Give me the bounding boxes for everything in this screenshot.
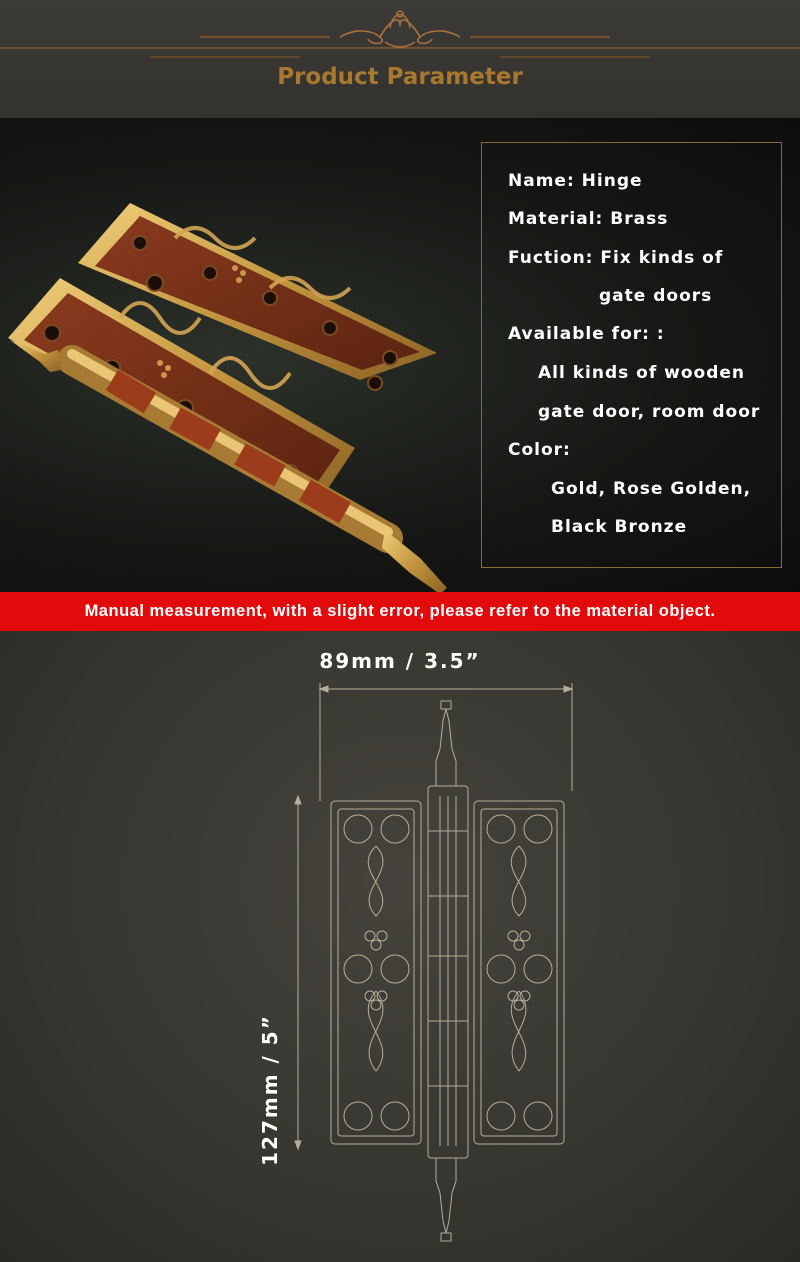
spec-available-line2: gate door, room door bbox=[538, 402, 761, 422]
spec-panel bbox=[481, 142, 782, 568]
spec-color-line1: Gold, Rose Golden, bbox=[551, 479, 752, 499]
width-dimension-label: 89mm / 3.5” bbox=[319, 649, 481, 673]
spec-function-cont: gate doors bbox=[599, 286, 713, 306]
header bbox=[0, 0, 800, 118]
height-dimension-label: 127mm / 5” bbox=[258, 1014, 282, 1166]
spec-material: Material: Brass bbox=[508, 209, 669, 229]
hinge-line-drawing-icon bbox=[0, 631, 800, 1262]
spec-name: Name: Hinge bbox=[508, 171, 643, 191]
measurement-notice: Manual measurement, with a slight error, please refer to the material object. bbox=[0, 592, 800, 631]
spec-color-label: Color: bbox=[508, 440, 571, 460]
spec-available-label: Available for: : bbox=[508, 324, 665, 344]
dimension-section bbox=[0, 631, 800, 1262]
page-title: Product Parameter bbox=[277, 64, 523, 90]
spec-available-line1: All kinds of wooden bbox=[538, 363, 746, 383]
ornament-flourish-icon bbox=[0, 0, 800, 118]
spec-color-line2: Black Bronze bbox=[551, 517, 688, 537]
hinge-photo-icon bbox=[0, 118, 480, 592]
product-hero bbox=[0, 118, 800, 592]
spec-function: Fuction: Fix kinds of bbox=[508, 248, 724, 268]
